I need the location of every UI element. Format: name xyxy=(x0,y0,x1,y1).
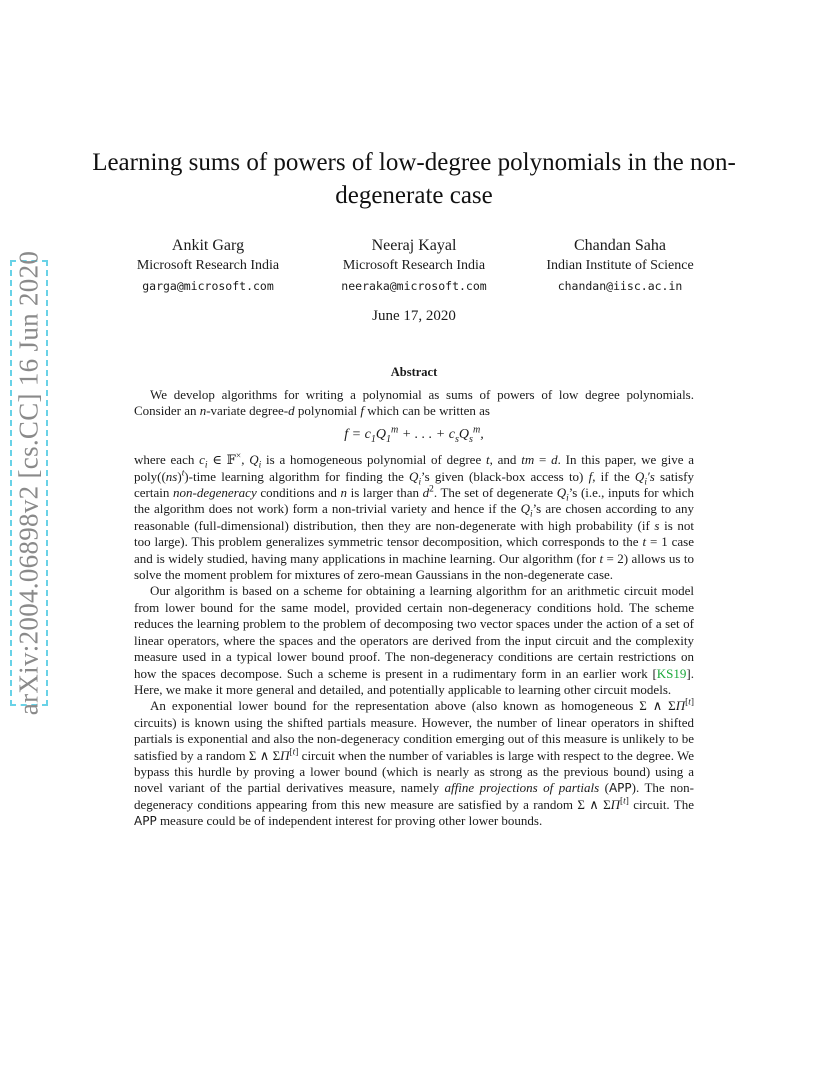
author-affiliation: Indian Institute of Science xyxy=(546,258,694,273)
author-entry xyxy=(123,236,293,296)
abstract-paragraph-1-cont: where each $c_i$ ∈ 𝔽×, $Q_i$ is a homogeneous polynomial of degree t, and tm = d. In this paper, we give a poly((ns)$^t$)-time learning algorithm for finding the $Q_i’s$ given (black-box access to) f, if the $Q_i's$ satisfy certain non-degeneracy conditions and n is larger than $d^2$. The set of degenerate $Q_i’s$ (i.e., inputs for which the algorithm does not work) form a non-trivial variety and hence if the $Q_i’s$ are chosen according to any reasonable (full-dimensional) distribution, then they are non-degenerate with high probability (if s is not too large). This problem generalizes symmetric tensor decomposition, which corresponds to the t = 1 case and is widely studied, having many applications in machine learning. Our algorithm (for t = 2) allows us to solve the moment problem for mixtures of zero-mean Gaussians in the non-degenerate case. xyxy=(134,451,695,583)
paper-title: Learning sums of powers of low-degree polynomials in the non-degenerate case xyxy=(92,149,736,209)
author-entry xyxy=(535,236,705,296)
author-block xyxy=(0,236,828,296)
abstract-body xyxy=(134,387,694,830)
author-email[interactable]: chandan@iisc.ac.in xyxy=(557,279,683,293)
citation-link[interactable]: KS19 xyxy=(656,665,687,681)
author-entry xyxy=(329,236,499,296)
arxiv-identifier: arXiv:2004.06898v2 [cs.CC] 16 Jun 2020 xyxy=(13,250,44,716)
author-name: Chandan Saha xyxy=(574,237,666,254)
author-affiliation: Microsoft Research India xyxy=(342,258,486,273)
abstract-paragraph-2: Our algorithm is based on a scheme for obtaining a learning algorithm for an arithmetic circuit model from lower bound for the same model, provided certain non-degeneracy conditions hold. The scheme reduces the learning problem to the problem of decomposing two vector spaces under the action of a set of linear operators, where the spaces and the operators are derived from the input circuit and the complexity measure used in a typical lower bound proof. The non-degeneracy conditions are certain restrictions on how the spaces decompose. Such a scheme is present in a rudimentary form in an earlier work [KS19]. Here, we make it more general and detailed, and potentially applicable to learning other circuit models. xyxy=(134,583,694,697)
publication-date: June 17, 2020 xyxy=(372,308,456,324)
author-email[interactable]: neeraka@microsoft.com xyxy=(341,279,487,293)
abstract-paragraph-1: We develop algorithms for writing a polynomial as sums of powers of low degree polynomials. Consider an n-variate degree-d polynomial f which can be written as xyxy=(134,387,694,419)
main-equation: $f = c_1Q_1^m$ + . . . + $c_sQ_s^m$, xyxy=(344,424,484,445)
author-name: Neeraj Kayal xyxy=(371,237,457,254)
abstract-paragraph-3: An exponential lower bound for the representation above (also known as homogeneous Σ ∧ ΣΠ[t] circuits) is known using the shifted partials measure. However, the number of linear operators in shifted partials is exponential and also the non-degeneracy condition emerging out of this measure is unlikely to be satisfied by a random Σ ∧ ΣΠ[t] circuit when the number of variables is large with respect to the degree. We bypass this hurdle by proving a lower bound (which is nearly as strong as the previous bound) using a novel variant of the partial derivatives measure, namely affine projections of partials (APP). The non-degeneracy conditions appearing from this new measure are satisfied by a random Σ ∧ ΣΠ[t] circuit. The APP measure could be of independent interest for proving other lower bounds. xyxy=(134,697,694,829)
author-affiliation: Microsoft Research India xyxy=(136,258,280,273)
author-name: Ankit Garg xyxy=(171,237,245,254)
abstract-heading: Abstract xyxy=(390,365,438,379)
author-email[interactable]: garga@microsoft.com xyxy=(142,279,274,293)
arxiv-identifier-stamp xyxy=(10,250,48,716)
